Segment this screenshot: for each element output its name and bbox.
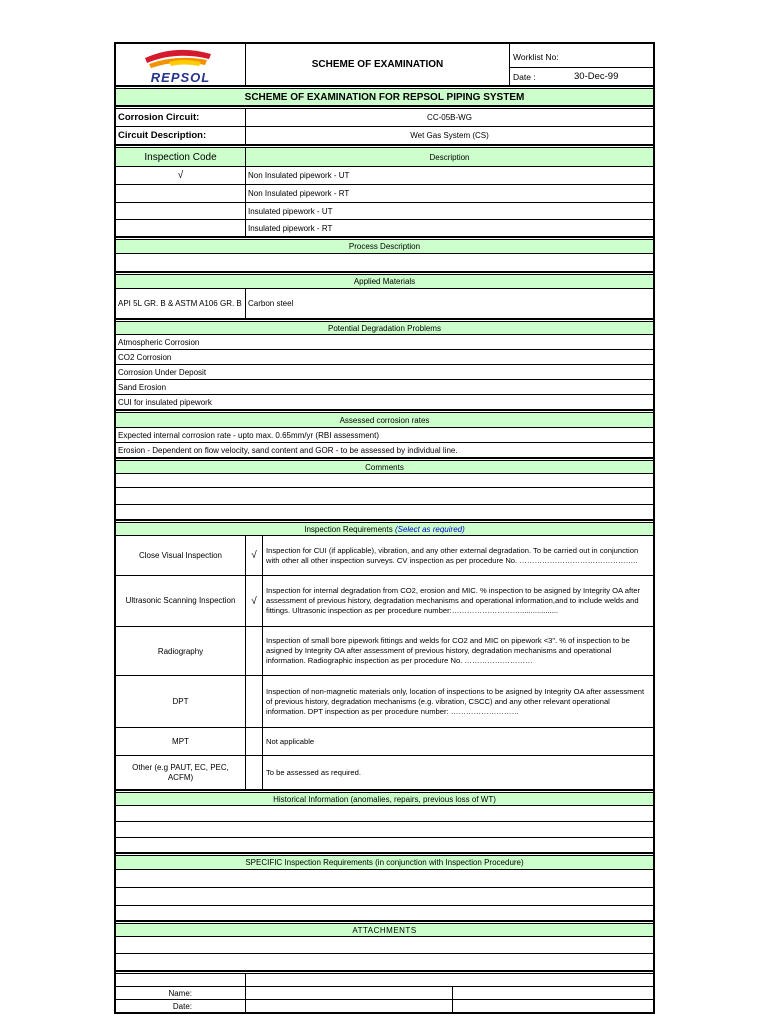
requirement-text: Inspection of small bore pipework fittings and welds for CO2 and MIC on pipework <3". % of inspection to be asigned by Integrity OA after assessment of previous history, degradation mechanisms and operational information. Radiographic inspection as per procedure No. ……………………… <box>266 636 630 665</box>
requirement-text: Inspection for CUI (if applicable), vibration, and any other external degradation. To be carried out in conjunction with other all other inspection surveys. CV inspection as per procedure No. ……………………………………….. <box>266 545 639 565</box>
process-description-header-row <box>116 240 653 254</box>
inspection-requirements-header-row <box>116 523 653 536</box>
circuit-description-value: Wet Gas System (CS) <box>245 127 653 144</box>
degradation-item <box>116 350 653 365</box>
requirement-mark[interactable] <box>245 756 262 789</box>
signoff-header-cell <box>245 974 653 986</box>
historical-line[interactable] <box>116 822 653 838</box>
inspection-code-header: Inspection Code <box>144 151 217 163</box>
historical-header-row <box>116 793 653 806</box>
inspection-requirements-title: Inspection Requirements <box>304 524 393 534</box>
inspection-code-row <box>116 203 653 220</box>
form-title: SCHEME OF EXAMINATION <box>245 44 509 85</box>
requirement-method: Other (e.g PAUT, EC, PEC, ACFM) <box>132 762 229 782</box>
degradation-header: Potential Degradation Problems <box>328 323 441 333</box>
process-description-header: Process Description <box>348 242 421 251</box>
inspection-code-desc: Non Insulated pipework - RT <box>245 185 653 202</box>
material-type: Carbon steel <box>245 289 653 318</box>
signoff-date-label: Date: <box>172 1001 192 1011</box>
logo-wordmark: REPSOL <box>150 70 211 85</box>
date-value: 30-Dec-99 <box>574 71 619 82</box>
requirement-text: Not applicable <box>266 736 315 746</box>
requirement-row-mpt <box>116 728 653 756</box>
applied-materials-header: Applied Materials <box>353 277 416 286</box>
historical-header: Historical Information (anomalies, repairs, previous loss of WT) <box>273 794 496 804</box>
inspection-code-desc: Insulated pipework - UT <box>245 203 653 219</box>
corrosion-circuit-label: Corrosion Circuit: <box>118 112 200 123</box>
requirement-text-cell <box>262 627 653 675</box>
inspection-code-row <box>116 220 653 237</box>
degradation-item <box>116 335 653 350</box>
requirement-text-cell <box>262 728 653 755</box>
attachments-header: ATTACHMENTS <box>352 925 417 935</box>
corrosion-rate-item <box>116 443 653 458</box>
specific-header-row <box>116 856 653 870</box>
attachments-line[interactable] <box>116 937 653 954</box>
requirement-mark[interactable]: √ <box>245 576 262 626</box>
inspection-code-mark: √ <box>177 170 184 181</box>
requirement-text-cell <box>262 536 653 575</box>
requirement-text: Inspection for internal degradation from CO2, erosion and MIC. % inspection to be asigned by Integrity OA after assessment of previous history, degradation mechanisms and operational information,and to include welds and fittings. Ultrasonic inspection as per procedure number:……………………….................. <box>266 586 640 615</box>
requirement-mark[interactable] <box>245 627 262 675</box>
corrosion-rates-header-row <box>116 413 653 428</box>
comments-header-row <box>116 461 653 474</box>
corrosion-rate-text: Erosion - Dependent on flow velocity, sand content and GOR - to be assessed by individual line. <box>118 445 458 455</box>
requirement-row-ut <box>116 576 653 627</box>
corrosion-rates-header: Assessed corrosion rates <box>339 415 430 425</box>
requirement-row-other <box>116 756 653 790</box>
requirement-mark[interactable] <box>245 676 262 727</box>
material-spec: API 5L GR. B & ASTM A106 GR. B <box>118 298 242 308</box>
degradation-item-text: CUI for insulated pipework <box>118 397 212 407</box>
requirement-text-cell <box>262 756 653 789</box>
signoff-name-label: Name: <box>168 988 192 998</box>
requirement-mark[interactable] <box>245 728 262 755</box>
requirement-text: To be assessed as required. <box>266 767 361 777</box>
specific-line[interactable] <box>116 906 653 921</box>
signoff-date-field-2[interactable] <box>452 1000 653 1012</box>
inspection-code-row <box>116 185 653 203</box>
specific-line[interactable] <box>116 870 653 888</box>
main-title: SCHEME OF EXAMINATION FOR REPSOL PIPING SYSTEM <box>244 91 525 103</box>
comments-line[interactable] <box>116 474 653 488</box>
requirement-method: MPT <box>172 737 189 746</box>
requirement-mark[interactable]: √ <box>245 536 262 575</box>
worklist-date-box <box>509 44 653 86</box>
description-header: Description <box>245 148 653 166</box>
applied-materials-header-row <box>116 275 653 289</box>
requirement-row-radiography <box>116 627 653 676</box>
degradation-item <box>116 380 653 395</box>
historical-line[interactable] <box>116 838 653 853</box>
degradation-item-text: Corrosion Under Deposit <box>118 367 207 377</box>
requirement-row-cvi <box>116 536 653 576</box>
degradation-item-text: Sand Erosion <box>118 382 167 392</box>
inspection-code-mark <box>116 203 245 219</box>
degradation-item-text: Atmospheric Corrosion <box>118 337 200 347</box>
comments-header: Comments <box>365 462 404 472</box>
requirement-method: Radiography <box>157 646 204 656</box>
signoff-date-field-1[interactable] <box>245 1000 452 1012</box>
date-label: Date : <box>513 72 536 82</box>
corrosion-rate-text: Expected internal corrosion rate - upto max. 0.65mm/yr (RBI assessment) <box>118 430 379 440</box>
signoff-header-row <box>116 974 653 987</box>
signoff-date-row <box>116 1000 653 1012</box>
attachments-line[interactable] <box>116 954 653 971</box>
requirement-text: Inspection of non-magnetic materials only, location of inspections to be asigned by Integrity OA after assessment of previous history, degradation mechanisms (e.g. vibration, CSCC) and any other relevant operational information. DPT inspection as per procedure number: ……………………… <box>266 686 645 716</box>
scheme-of-examination-form <box>114 42 655 1014</box>
degradation-item <box>116 365 653 380</box>
degradation-header-row <box>116 322 653 335</box>
inspection-requirements-header <box>116 523 653 535</box>
specific-line[interactable] <box>116 888 653 906</box>
comments-line[interactable] <box>116 505 653 520</box>
signoff-name-field-1[interactable] <box>245 987 452 999</box>
comments-line[interactable] <box>116 488 653 505</box>
requirement-method: Close Visual Inspection <box>138 551 222 560</box>
select-as-required-note: (Select as required) <box>394 524 465 534</box>
signoff-name-row <box>116 987 653 1000</box>
corrosion-circuit-row <box>116 109 653 127</box>
form-header <box>116 44 653 86</box>
inspection-code-header-row <box>116 148 653 167</box>
applied-materials-row <box>116 289 653 319</box>
attachments-header-row <box>116 924 653 937</box>
inspection-code-mark <box>116 220 245 236</box>
inspection-code-desc: Insulated pipework - RT <box>245 220 653 236</box>
specific-header: SPECIFIC Inspection Requirements (in conjunction with Inspection Procedure) <box>245 858 524 867</box>
requirement-method: Ultrasonic Scanning Inspection <box>125 596 236 605</box>
inspection-code-row <box>116 167 653 185</box>
inspection-code-desc: Non Insulated pipework - UT <box>245 167 653 184</box>
circuit-description-row <box>116 127 653 145</box>
historical-line[interactable] <box>116 806 653 822</box>
circuit-description-label: Circuit Description: <box>118 130 207 141</box>
process-description-field[interactable] <box>116 254 653 272</box>
signoff-name-field-2[interactable] <box>452 987 653 999</box>
repsol-logo <box>116 44 245 85</box>
main-title-row <box>116 89 653 106</box>
inspection-code-mark <box>116 185 245 202</box>
corrosion-circuit-value: CC-05B-WG <box>245 109 653 126</box>
worklist-label: Worklist No: <box>513 52 559 62</box>
degradation-item <box>116 395 653 410</box>
requirement-text-cell <box>262 576 653 626</box>
degradation-item-text: CO2 Corrosion <box>118 352 172 362</box>
requirement-method: DPT <box>172 697 189 706</box>
requirement-text-cell <box>262 676 653 727</box>
requirement-row-dpt <box>116 676 653 728</box>
corrosion-rate-item <box>116 428 653 443</box>
